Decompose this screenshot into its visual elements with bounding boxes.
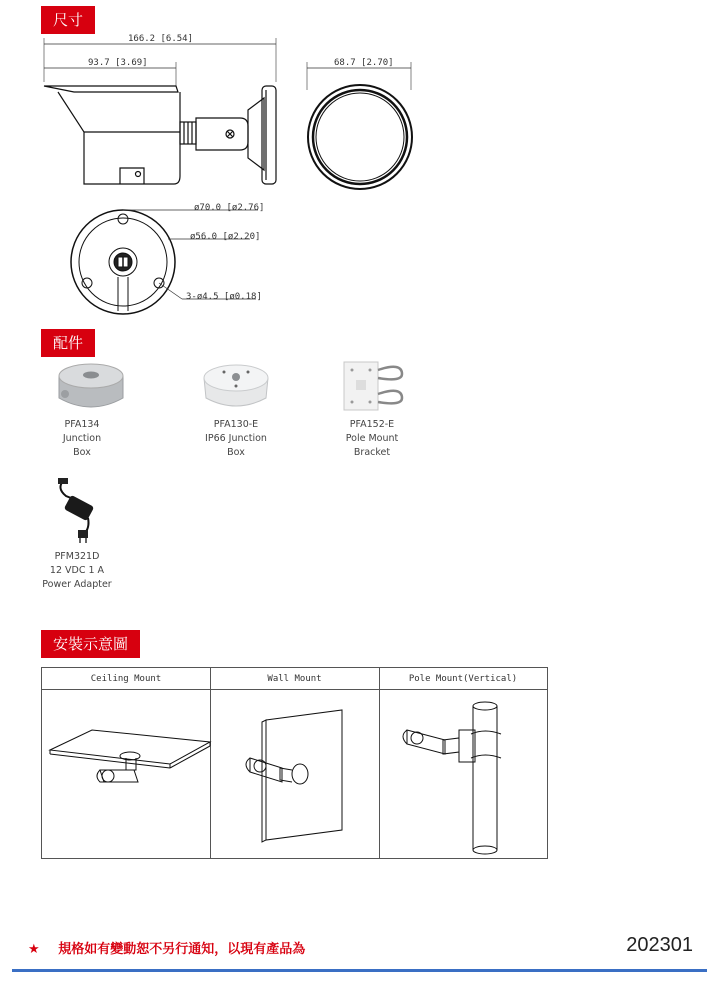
footer-divider	[12, 969, 707, 972]
document-code: 202301	[626, 934, 693, 956]
accessory-description: Pole Mount	[345, 433, 399, 444]
accessory-description: Box	[73, 447, 91, 458]
pole-mount-drawing	[379, 690, 547, 860]
disclaimer-text: 規格如有變動恕不另行通知，以現有產品為	[58, 942, 306, 957]
accessory-pfa134-label	[27, 418, 137, 460]
accessory-pfa152e-label	[317, 418, 427, 460]
body-length-label: 93.7 [3.69]	[88, 58, 148, 68]
ceiling-mount-header: Ceiling Mount	[42, 668, 210, 690]
camera-side-view-drawing	[40, 80, 300, 190]
dimensions-section-title: 尺寸	[41, 6, 95, 34]
disclaimer-note	[28, 938, 305, 957]
accessory-description: IP66 Junction	[205, 433, 267, 444]
accessory-description: Box	[227, 447, 245, 458]
installation-table	[41, 667, 548, 859]
camera-front-view-drawing	[305, 82, 415, 192]
ceiling-mount-drawing	[42, 690, 210, 860]
accessory-description: 12 VDC 1 A	[49, 565, 105, 576]
star-icon: ★	[28, 942, 40, 957]
accessory-description: Power Adapter	[42, 579, 112, 590]
camera-base-view-drawing	[68, 207, 178, 317]
accessory-model: PFA152-E	[349, 419, 395, 430]
accessory-pfm321d-label	[22, 550, 132, 592]
wall-mount-header: Wall Mount	[210, 668, 379, 690]
pfa134-junction-box-image	[55, 358, 127, 418]
front-diameter-label: 68.7 [2.70]	[334, 58, 394, 68]
inner-diameter-label: ø56.0 [ø2.20]	[190, 232, 261, 242]
accessory-description: Junction	[62, 433, 102, 444]
pfm321d-power-adapter-image	[50, 478, 110, 544]
pfa130e-junction-box-image	[200, 358, 272, 418]
accessory-model: PFA130-E	[213, 419, 259, 430]
accessory-description: Bracket	[353, 447, 391, 458]
base-leader-lines	[178, 205, 278, 305]
accessories-section-title: 配件	[41, 329, 95, 357]
accessory-model: PFM321D	[54, 551, 100, 562]
pole-mount-header: Pole Mount(Vertical)	[379, 668, 547, 690]
pfa152e-pole-mount-image	[336, 356, 408, 416]
accessory-model: PFA134	[64, 419, 100, 430]
installation-section-title: 安裝示意圖	[41, 630, 140, 658]
wall-mount-drawing	[210, 690, 379, 860]
holes-label: 3-ø4.5 [ø0.18]	[186, 292, 262, 302]
base-diameter-label: ø70.0 [ø2.76]	[194, 203, 265, 213]
total-length-label: 166.2 [6.54]	[128, 34, 194, 44]
accessory-pfa130e-label	[181, 418, 291, 460]
